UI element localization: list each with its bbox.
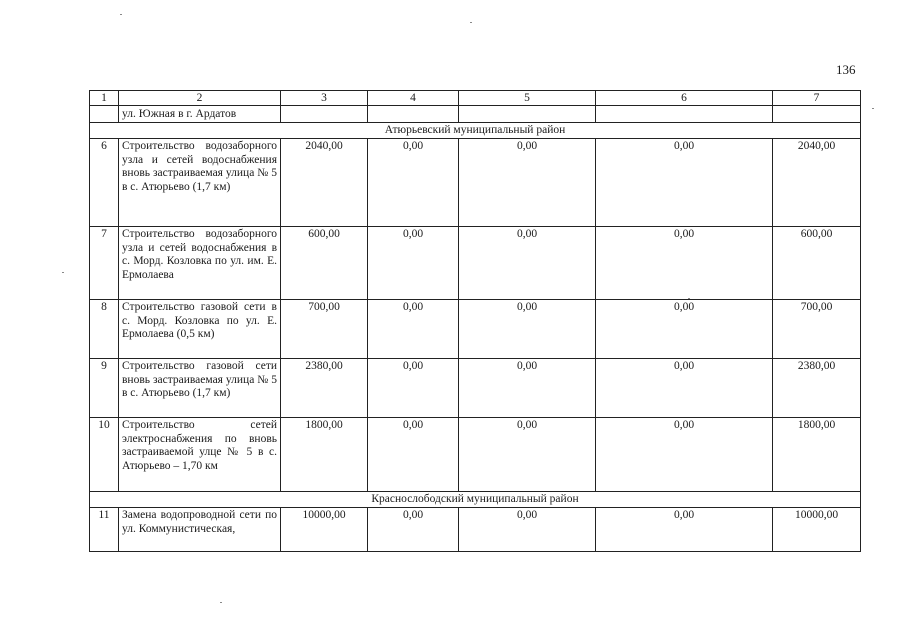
row-value: 1800,00 [773,418,861,492]
table-row [90,508,861,552]
row-value: 0,00 [596,508,773,552]
row-value [596,106,773,123]
row-value: 0,00 [368,359,459,418]
row-number [90,106,119,123]
row-value: 0,00 [368,508,459,552]
table-row [90,359,861,418]
row-description: Строительство газовой сети в с. Морд. Козловка по ул. Е. Ермолаева (0,5 км) [119,300,281,359]
row-number: 10 [90,418,119,492]
row-value: 2040,00 [773,139,861,227]
scan-speck [688,298,690,299]
row-value: 0,00 [368,139,459,227]
row-description: Строительство водозаборного узла и сетей водоснабжения в с. Морд. Козловка по ул. им. Е. Ермолаева [119,227,281,300]
table-row [90,139,861,227]
row-number: 9 [90,359,119,418]
row-value: 0,00 [368,227,459,300]
row-value [281,106,368,123]
scan-speck [220,602,222,603]
investment-table [89,90,861,552]
row-value: 700,00 [773,300,861,359]
row-value: 2380,00 [281,359,368,418]
row-value: 1800,00 [281,418,368,492]
scan-speck [470,22,472,23]
row-description: ул. Южная в г. Ардатов [119,106,281,123]
row-value: 0,00 [459,508,596,552]
row-value: 0,00 [459,139,596,227]
row-value [459,106,596,123]
row-value [773,106,861,123]
row-value: 2040,00 [281,139,368,227]
section-header-row [90,492,861,508]
row-value: 0,00 [596,300,773,359]
table-row [90,418,861,492]
row-value: 0,00 [459,227,596,300]
section-title: Краснослободский муниципальный район [90,492,861,508]
row-value: 0,00 [596,139,773,227]
row-value: 0,00 [459,418,596,492]
row-value: 600,00 [281,227,368,300]
section-title: Атюрьевский муниципальный район [90,123,861,139]
row-value: 10000,00 [773,508,861,552]
scan-speck [872,108,874,109]
column-number: 5 [459,91,596,106]
column-number: 6 [596,91,773,106]
row-description: Замена водопроводной сети по ул. Коммунистическая, [119,508,281,552]
table-row [90,227,861,300]
row-number: 8 [90,300,119,359]
column-number: 7 [773,91,861,106]
column-number: 4 [368,91,459,106]
row-value: 0,00 [459,359,596,418]
column-number: 2 [119,91,281,106]
column-number: 1 [90,91,119,106]
page-number: 136 [836,62,856,77]
row-value: 0,00 [596,359,773,418]
section-header-row [90,123,861,139]
row-number: 7 [90,227,119,300]
row-description: Строительство водозаборного узла и сетей водоснабжения вновь застраиваемая улица № 5 в с. Атюрьево (1,7 км) [119,139,281,227]
row-description: Строительство сетей электроснабжения по вновь застраиваемой улце № 5 в с. Атюрьево – 1,70 км [119,418,281,492]
row-value: 0,00 [596,227,773,300]
scan-speck [120,14,122,15]
row-value: 2380,00 [773,359,861,418]
row-value: 0,00 [368,300,459,359]
row-number: 11 [90,508,119,552]
table-row [90,300,861,359]
row-number: 6 [90,139,119,227]
row-value: 0,00 [368,418,459,492]
scan-speck [62,272,64,273]
row-value: 10000,00 [281,508,368,552]
row-value: 600,00 [773,227,861,300]
row-description: Строительство газовой сети вновь застраиваемая улица № 5 в с. Атюрьево (1,7 км) [119,359,281,418]
row-value [368,106,459,123]
column-number: 3 [281,91,368,106]
row-value: 0,00 [596,418,773,492]
row-value: 0,00 [459,300,596,359]
column-number-row [90,91,861,106]
continuation-row [90,106,861,123]
row-value: 700,00 [281,300,368,359]
